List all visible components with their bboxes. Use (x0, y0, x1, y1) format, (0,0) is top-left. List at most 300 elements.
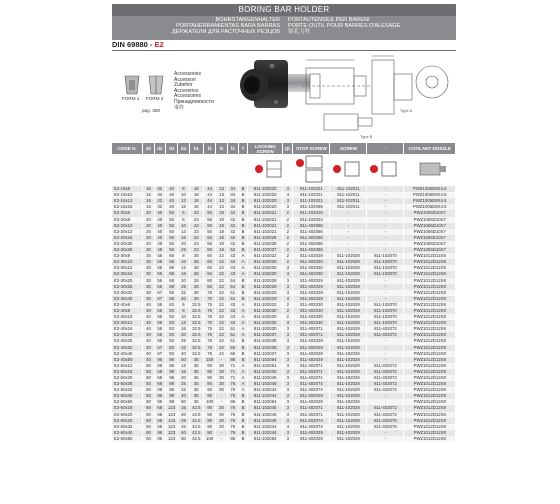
table-cell: 3 (283, 296, 293, 302)
table-cell: 51 (227, 332, 238, 338)
table-cell: 40 (165, 192, 177, 198)
table-cell: 811-102011 (330, 186, 367, 192)
table-cell: 123 (165, 412, 177, 418)
table-cell: 40 (154, 235, 165, 241)
table-cell: - (367, 241, 404, 247)
table-cell: 30 (216, 412, 227, 418)
table-cell: A (238, 320, 247, 326)
table-cell: 32 (178, 424, 189, 430)
table-cell: 811-402029 (293, 351, 330, 357)
table-cell: 28 (189, 265, 203, 271)
table-cell: - (367, 345, 404, 351)
table-cell: B (238, 424, 247, 430)
table-cell: 98 (165, 399, 177, 405)
table-cell: 50 (143, 387, 154, 393)
catalog-title: BORING BAR HOLDER (112, 4, 456, 16)
table-cell: B (238, 338, 247, 344)
table-cell: 30 (216, 375, 227, 381)
table-cell: 10 (178, 192, 189, 198)
table-cell: A (238, 253, 247, 259)
table-cell: 22 (216, 320, 227, 326)
table-cell: 22 (216, 284, 227, 290)
table-cell: 68 (154, 405, 165, 411)
table-cell: 68 (165, 284, 177, 290)
table-cell: 40 (143, 338, 154, 344)
table-cell: 811-102021 (293, 198, 330, 204)
table-cell: 811-102030 (248, 320, 283, 326)
table-cell: 50 (165, 229, 177, 235)
table-cell: 75 (204, 320, 216, 326)
table-cell: 55 (154, 302, 165, 308)
table-cell: 28 (189, 278, 203, 284)
table-cell: 22 (216, 338, 227, 344)
table-cell: PWZ1012D12X8 (404, 351, 456, 357)
table-cell: 40 (178, 393, 189, 399)
form2-label: FORM 2 (146, 96, 164, 101)
table-cell: PWZ1006D10X7 (404, 229, 456, 235)
table-cell: 811-402074 (293, 381, 330, 387)
table-cell: B (238, 210, 247, 216)
header-l1: l1 (204, 143, 216, 154)
table-cell: 811-102037 (248, 351, 283, 357)
table-cell: 75 (204, 296, 216, 302)
table-cell: 32.5 (189, 302, 203, 308)
table-cell: PWZ1012D12X8 (404, 308, 456, 314)
table-cell: 811-102029 (330, 284, 367, 290)
table-cell: 2 (283, 247, 293, 253)
table-header-row (112, 143, 456, 154)
table-cell: PWZ1005D8X4.5 (404, 198, 456, 204)
table-cell: 811-102029 (330, 436, 367, 442)
table-cell: A (238, 302, 247, 308)
table-cell: 811-102029 (330, 259, 367, 265)
table-cell: A (238, 375, 247, 381)
table-cell: E2-50x32 (112, 387, 143, 393)
table-cell: 811-102028 (248, 278, 283, 284)
translations-left (172, 17, 280, 35)
table-cell: 30 (143, 253, 154, 259)
table-cell: 40 (143, 332, 154, 338)
table-cell: 30 (143, 284, 154, 290)
table-cell: 811-402071 (293, 405, 330, 411)
table-cell: 60 (143, 412, 154, 418)
table-cell: 83 (165, 314, 177, 320)
table-cell: 811-102030 (248, 308, 283, 314)
table-cell: 18 (216, 229, 227, 235)
table-cell: 3 (283, 265, 293, 271)
table-cell: E2-50x16 (112, 369, 143, 375)
table-cell: 811-102029 (330, 338, 367, 344)
table-cell: 43 (227, 308, 238, 314)
table-cell: 811-102030 (248, 369, 283, 375)
table-cell: E2-60x32 (112, 424, 143, 430)
table-cell: 50 (204, 247, 216, 253)
table-cell: 811-402029 (293, 284, 330, 290)
table-cell: 28 (189, 253, 203, 259)
table-cell: B (238, 405, 247, 411)
table-cell: 10 (178, 223, 189, 229)
table-cell: 12 (178, 229, 189, 235)
table-cell: 22 (216, 326, 227, 332)
table-cell: E2-16x12 (112, 198, 143, 204)
header-l2: l2 (216, 143, 227, 154)
table-cell: 811-402030 (293, 320, 330, 326)
table-cell: PWZ1012D12X8 (404, 271, 456, 277)
table-cell: 18 (189, 186, 203, 192)
table-cell: 123 (165, 436, 177, 442)
table-cell: 22 (216, 314, 227, 320)
table-cell: A (238, 326, 247, 332)
table-cell: 42.5 (189, 418, 203, 424)
table-cell: 42.5 (189, 412, 203, 418)
table-cell: 40 (143, 308, 154, 314)
table-cell: 40 (178, 430, 189, 436)
table-cell: E2-40x32 (112, 345, 143, 351)
table-cell: B (238, 399, 247, 405)
table-cell: 43 (227, 302, 238, 308)
table-cell: 55 (154, 253, 165, 259)
table-cell: 811-102023 (293, 217, 330, 223)
icons-spacer (112, 154, 248, 186)
table-cell: 75 (204, 314, 216, 320)
table-cell: 43 (227, 271, 238, 277)
table-cell: 3 (283, 430, 293, 436)
table-cell: - (216, 430, 227, 436)
table-cell: E2-20x12 (112, 229, 143, 235)
table-cell: 55 (154, 314, 165, 320)
svg-text:Type A: Type A (400, 108, 413, 113)
table-cell: E2-20x16 (112, 235, 143, 241)
table-cell: B (238, 351, 247, 357)
table-cell: - (367, 278, 404, 284)
table-cell: 20 (143, 229, 154, 235)
header-l3: l3 (227, 143, 238, 154)
table-cell: 18 (216, 217, 227, 223)
table-cell: PWZ1012D12X8 (404, 332, 456, 338)
header-code: CODE N. (112, 143, 143, 154)
table-cell: 2 (283, 210, 293, 216)
table-cell: 50 (204, 229, 216, 235)
page-reference: pag. 368 (142, 108, 160, 113)
table-cell: 96 (154, 357, 165, 363)
table-cell: 22 (216, 271, 227, 277)
table-cell: E2-40x10 (112, 314, 143, 320)
table-cell: 50 (204, 223, 216, 229)
table-cell: E2-30x10 (112, 259, 143, 265)
table-cell: 50 (165, 210, 177, 216)
header-d1: d1 (143, 143, 154, 154)
table-cell: A (238, 381, 247, 387)
table-cell: - (367, 351, 404, 357)
table-cell: A (238, 369, 247, 375)
table-cell: 50 (204, 241, 216, 247)
header-d3: d3 (165, 143, 177, 154)
translations-right (288, 17, 400, 35)
table-cell: E2-20x20 (112, 241, 143, 247)
table-cell: 811-102045 (248, 412, 283, 418)
table-cell: 50 (178, 436, 189, 442)
table-cell: 811-102070 (367, 253, 404, 259)
table-cell: 3 (283, 186, 293, 192)
table-cell: 86 (227, 436, 238, 442)
table-cell: 6 (178, 302, 189, 308)
table-cell: 811-102038 (248, 345, 283, 351)
stop-screw-icon (293, 154, 330, 186)
table-cell: 42.5 (189, 424, 203, 430)
header-qt: Qt. (283, 143, 293, 154)
table-cell: 90 (204, 363, 216, 369)
table-cell: E2-60x16 (112, 405, 143, 411)
table-cell: 23 (189, 235, 203, 241)
table-cell: 60 (204, 253, 216, 259)
table-cell: 12 (178, 265, 189, 271)
table-cell: 60 (143, 436, 154, 442)
table-cell: 3 (283, 436, 293, 442)
table-cell: PWZ1012D12X8 (404, 430, 456, 436)
table-cell: 35 (189, 375, 203, 381)
table-cell: 811-402075 (367, 424, 404, 430)
table-cell: 3 (283, 326, 293, 332)
table-cell: 34 (227, 198, 238, 204)
table-cell: 3 (283, 369, 293, 375)
table-cell: E2-16x10 (112, 192, 143, 198)
table-cell: 75 (204, 338, 216, 344)
table-cell: 40 (143, 345, 154, 351)
table-cell: 811-102070 (367, 259, 404, 265)
table-cell: PWZ1006D10X7 (404, 247, 456, 253)
table-cell: 16 (143, 198, 154, 204)
table-cell: 28 (189, 296, 203, 302)
table-cell: 811-102064 (248, 399, 283, 405)
table-cell: 42 (227, 223, 238, 229)
table-cell: 811-102029 (293, 253, 330, 259)
table-cell: 50 (165, 241, 177, 247)
table-cell: 16 (143, 204, 154, 210)
table-cell: 811-102044 (248, 393, 283, 399)
table-cell: 25 (178, 381, 189, 387)
table-cell: PWZ1012D12X8 (404, 253, 456, 259)
table-cell: PWZ1012D12X8 (404, 284, 456, 290)
table-cell: 28 (189, 259, 203, 265)
table-cell: 40 (154, 223, 165, 229)
table-cell: - (367, 198, 404, 204)
table-cell: 30 (143, 278, 154, 284)
table-cell: 25 (178, 284, 189, 290)
table-cell: 30 (216, 424, 227, 430)
table-cell: 61 (227, 290, 238, 296)
table-cell: 2 (283, 223, 293, 229)
table-cell: 811-402030 (293, 265, 330, 271)
table-cell: B (238, 247, 247, 253)
table-cell: 96 (154, 436, 165, 442)
dash-screw-icon (367, 154, 404, 186)
table-cell: 811-102070 (367, 302, 404, 308)
table-cell: 811-402072 (367, 381, 404, 387)
table-cell: 42 (227, 217, 238, 223)
header-d4: d4 (178, 143, 189, 154)
table-cell: 13 (216, 198, 227, 204)
table-cell: A (238, 265, 247, 271)
table-cell: 68 (165, 296, 177, 302)
table-cell: A (238, 314, 247, 320)
table-cell: 3 (283, 198, 293, 204)
table-cell: - (367, 393, 404, 399)
table-cell: PWZ1006D10X7 (404, 210, 456, 216)
table-cell: 16 (178, 405, 189, 411)
table-cell: 811-102011 (330, 192, 367, 198)
table-cell: 811-402072 (367, 326, 404, 332)
table-cell: PWZ1005D8X4.5 (404, 192, 456, 198)
table-cell: 811-102022 (248, 253, 283, 259)
table-cell: 811-402074 (293, 418, 330, 424)
table-cell: 22 (216, 308, 227, 314)
table-cell: 55 (154, 284, 165, 290)
table-cell: 42 (227, 241, 238, 247)
table-cell: - (367, 399, 404, 405)
table-cell: 22 (216, 265, 227, 271)
table-cell: - (367, 290, 404, 296)
table-cell: 60 (143, 405, 154, 411)
table-cell: - (367, 357, 404, 363)
table-cell: 811-402066 (293, 235, 330, 241)
table-cell: 811-102029 (330, 314, 367, 320)
table-cell: 811-102051 (248, 363, 283, 369)
table-cell: 28 (189, 284, 203, 290)
accessories-labels (174, 72, 214, 111)
table-cell: 76 (227, 405, 238, 411)
table-cell: 68 (165, 290, 177, 296)
table-cell: 811-402029 (293, 357, 330, 363)
table-cell: 811-102070 (367, 265, 404, 271)
table-cell: 16 (143, 192, 154, 198)
table-cell: A (238, 332, 247, 338)
table-cell: 32.5 (189, 338, 203, 344)
table-cell: - (367, 217, 404, 223)
table-cell: B (238, 357, 247, 363)
table-cell: 811-102027 (248, 247, 283, 253)
table-cell: - (216, 436, 227, 442)
accessories-label-zh: 零件 (174, 104, 185, 111)
table-cell: E2-60x50 (112, 436, 143, 442)
table-cell: 10 (178, 314, 189, 320)
table-cell: 40 (154, 229, 165, 235)
table-cell: PWZ1012D12X8 (404, 381, 456, 387)
table-cell: 68 (165, 253, 177, 259)
table-cell: 811-102029 (330, 363, 367, 369)
table-cell: 811-102020 (248, 186, 283, 192)
table-cell: 3 (283, 375, 293, 381)
table-cell: 123 (165, 424, 177, 430)
header-stop-screw: STOP SCREW (293, 143, 330, 154)
translation-de: BOHRSTANGENHALTER (215, 17, 280, 23)
table-cell: 18 (216, 247, 227, 253)
table-cell: 35 (189, 387, 203, 393)
table-cell: 123 (165, 405, 177, 411)
table-cell: 40 (165, 186, 177, 192)
table-cell: 34 (227, 192, 238, 198)
table-cell: 16 (178, 271, 189, 277)
table-cell: 811-402029 (293, 393, 330, 399)
table-cell: 16 (178, 326, 189, 332)
table-cell: 811-102029 (330, 320, 367, 326)
table-cell: 23 (189, 223, 203, 229)
table-cell: 3 (283, 399, 293, 405)
table-cell: 811-102029 (330, 393, 367, 399)
table-cell: 811-102015 (293, 210, 330, 216)
table-cell: 23 (189, 210, 203, 216)
table-cell: A (238, 308, 247, 314)
table-cell: 90 (204, 412, 216, 418)
table-cell: 32.5 (189, 345, 203, 351)
table-cell: 75 (204, 326, 216, 332)
table-cell: 811-102029 (330, 296, 367, 302)
table-cell: 811-102021 (248, 223, 283, 229)
table-cell: E2-20x10 (112, 223, 143, 229)
table-cell: 811-102029 (330, 326, 367, 332)
screw-icon (330, 154, 367, 186)
table-cell: 811-102030 (248, 259, 283, 265)
table-cell: 811-102029 (248, 290, 283, 296)
table-cell: PWZ1012D12X8 (404, 399, 456, 405)
table-cell: 16 (178, 369, 189, 375)
table-cell: 90 (204, 375, 216, 381)
table-cell: 76 (227, 430, 238, 436)
table-cell: 55 (154, 338, 165, 344)
table-cell: 90 (204, 405, 216, 411)
table-cell: - (367, 430, 404, 436)
table-cell: 90 (204, 430, 216, 436)
table-cell: 100 (204, 436, 216, 442)
table-cell: - (330, 217, 367, 223)
table-cell: - (367, 436, 404, 442)
table-cell: 3 (283, 204, 293, 210)
table-cell: 3 (283, 338, 293, 344)
table-cell: E2-50x12 (112, 363, 143, 369)
table-cell: 66 (227, 351, 238, 357)
table-cell: B (238, 278, 247, 284)
table-cell: 811-102029 (330, 271, 367, 277)
table-cell: - (367, 284, 404, 290)
table-cell: 50 (178, 399, 189, 405)
table-cell: 96 (154, 430, 165, 436)
table-cell: 3 (283, 412, 293, 418)
table-cell: 32.5 (189, 320, 203, 326)
table-cell: 90 (204, 381, 216, 387)
table-cell: PWZ1012D12X8 (404, 278, 456, 284)
table-cell: 22 (216, 345, 227, 351)
table-cell: 30 (143, 296, 154, 302)
table-cell: 96 (154, 399, 165, 405)
table-cell: E2-40x16 (112, 326, 143, 332)
table-cell: - (367, 223, 404, 229)
table-cell: 25 (178, 247, 189, 253)
table-cell: 2 (283, 259, 293, 265)
table-cell: E2-30x12 (112, 265, 143, 271)
table-cell: 51 (227, 326, 238, 332)
table-cell: PWZ1005D8X4.5 (404, 186, 456, 192)
table-cell: 50 (204, 217, 216, 223)
translation-zh: 镗孔刀杆 (288, 29, 311, 35)
table-cell: 23 (189, 217, 203, 223)
table-cell: 811-102065 (293, 204, 330, 210)
table-cell: 811-102029 (330, 332, 367, 338)
table-cell: 86 (227, 357, 238, 363)
table-cell: 50 (143, 393, 154, 399)
table-cell: 3 (283, 290, 293, 296)
table-cell: 3 (283, 418, 293, 424)
table-cell: - (330, 223, 367, 229)
table-cell: 811-102029 (330, 381, 367, 387)
